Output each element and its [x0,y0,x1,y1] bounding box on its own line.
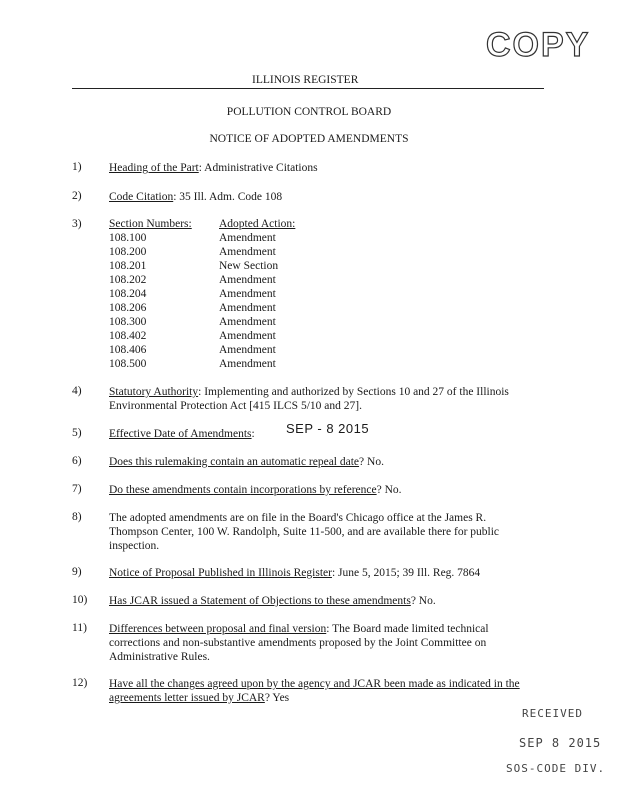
item-2 [109,190,545,204]
section-numbers-header: Section Numbers: [109,218,192,230]
item-10-number: 10) [72,594,88,606]
item-4-label: Statutory Authority [109,386,199,398]
item-2-label: Code Citation [109,191,174,203]
item-1-value: : Administrative Citations [198,162,318,174]
register-title: ILLINOIS REGISTER [252,74,359,86]
board-title: POLLUTION CONTROL BOARD [226,106,392,118]
item-4-number: 4) [72,385,82,397]
section-number: 108.206 [109,302,147,314]
received-division: SOS-CODE DIV. [506,762,606,775]
item-11: Differences between proposal and final version: The Board made limited technical corrections and non-substantive amendments proposed by the Joint Committee on Administrative Rules. [109,623,489,663]
section-number: 108.500 [109,358,147,370]
item-2-value: : 35 Ill. Adm. Code 108 [173,191,283,203]
adopted-action: Amendment [219,316,276,328]
item-4: Statutory Authority: Implementing and authorized by Sections 10 and 27 of the Illinois Environmental Protection Act [415 ILCS 5/10 and 27]. [109,386,509,412]
adopted-action: Amendment [219,246,276,258]
section-number: 108.200 [109,246,147,258]
adopted-action: Amendment [219,330,276,342]
adopted-action: Amendment [219,344,276,356]
section-number: 108.406 [109,344,147,356]
effective-date-handwritten: SEP - 8 2015 [286,421,370,436]
item-11-label: Differences between proposal and final version [109,623,327,635]
received-stamp: RECEIVED [522,707,583,720]
item-1-label: Heading of the Part [109,162,199,174]
adopted-action: Amendment [219,302,276,314]
adopted-action: Amendment [219,232,276,244]
item-9-number: 9) [72,566,82,578]
adopted-action: New Section [219,260,279,272]
header-rule [72,88,544,89]
adopted-action: Amendment [219,288,276,300]
item-5-number: 5) [72,427,82,439]
item-9: Notice of Proposal Published in Illinois Register: June 5, 2015; 39 Ill. Reg. 7864 [109,567,481,579]
item-8-number: 8) [72,511,82,523]
copy-stamp: COPY [486,26,591,64]
adopted-action: Amendment [219,358,276,370]
section-number: 108.204 [109,288,147,300]
section-number: 108.201 [109,260,147,272]
item-11-number: 11) [72,622,87,634]
adopted-action: Amendment [219,274,276,286]
item-6-number: 6) [72,455,82,467]
item-9-label: Notice of Proposal Published in Illinois Register [109,567,332,579]
item-2-number: 2) [72,190,82,202]
item-7-number: 7) [72,483,82,495]
item-6-label: Does this rulemaking contain an automatic repeal date [109,456,360,468]
adopted-action-header: Adopted Action: [219,218,296,230]
section-number: 108.202 [109,274,147,286]
section-number: 108.402 [109,330,147,342]
item-10: Has JCAR issued a Statement of Objections to these amendments? No. [109,595,436,607]
item-12: Have all the changes agreed upon by the agency and JCAR been made as indicated in the agreements letter issued by JCAR? Yes [109,678,520,704]
item-12-number: 12) [72,677,88,689]
section-number: 108.300 [109,316,147,328]
item-8: The adopted amendments are on file in the Board's Chicago office at the James R. Thompson Center, 100 W. Randolph, Suite 11-500, and are available there for public inspection. [109,512,500,552]
item-6: Does this rulemaking contain an automatic repeal date? No. [109,456,384,468]
item-10-label: Has JCAR issued a Statement of Objections to these amendments [109,595,411,607]
section-number: 108.100 [109,232,147,244]
received-date: SEP 8 2015 [519,736,602,750]
item-1 [109,161,545,175]
item-7: Do these amendments contain incorporations by reference? No. [109,484,402,496]
item-5-label: Effective Date of Amendments [109,428,252,440]
notice-title: NOTICE OF ADOPTED AMENDMENTS [209,133,409,145]
item-1-number: 1) [72,161,82,173]
item-3-number: 3) [72,218,82,230]
item-5: Effective Date of Amendments: [109,428,255,440]
